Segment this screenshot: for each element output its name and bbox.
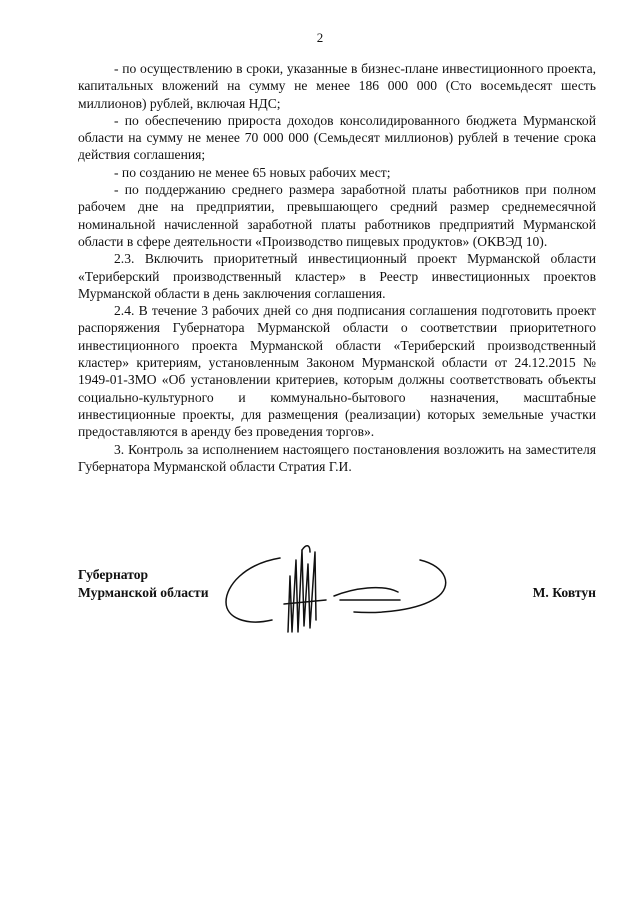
paragraph-salary-obligation: - по поддержанию среднего размера заработной платы работников при полном рабочем дне на предприятии, превышающего средний размер среднемесячной номинальной начисленной заработной платы работников предприятий Мурманской области в сфере деятельности «Производство пищевых продуктов» (ОКВЭД 10). <box>78 182 596 249</box>
signer-name: М. Ковтун <box>532 585 596 600</box>
page-number: 2 <box>316 30 324 45</box>
handwritten-signature <box>222 540 462 638</box>
signature-block <box>0 540 640 640</box>
paragraph-clause-3: 3. Контроль за исполнением настоящего постановления возложить на заместителя Губернатора Мурманской области Стратия Г.И. <box>78 441 596 474</box>
paragraph-investment-obligation: - по осуществлению в сроки, указанные в бизнес-плане инвестиционного проекта, капитальных вложений на сумму не менее 186 000 000 (Сто восемьдесят шесть миллионов) рублей, включая НДС; <box>78 61 596 111</box>
signer-title <box>78 566 209 602</box>
signer-title-line1: Губернатор <box>78 567 149 582</box>
paragraph-budget-revenue-obligation: - по обеспечению прироста доходов консолидированного бюджета Мурманской области на сумму не менее 70 000 000 (Семьдесят миллионов) рублей в течение срока действия соглашения; <box>78 112 596 163</box>
signer-title-line2: Мурманской области <box>78 585 209 600</box>
paragraph-clause-2-4: 2.4. В течение 3 рабочих дней со дня подписания соглашения подготовить проект распоряжения Губернатора Мурманской области о соответствии приоритетного инвестиционного проекта Мурманской области «Териберский производственный кластер» критериям, установленным Законом Мурманской области от 24.12.2015 № 1949-01-ЗМО «Об установлении критериев, которым должны соответствовать объекты социально-культурного и коммунально-бытового назначения, масштабные инвестиционные проекты, для размещения (реализации) которых земельные участки предоставляются в аренду без проведения торгов». <box>78 303 596 440</box>
paragraph-jobs-obligation: - по созданию не менее 65 новых рабочих мест; <box>114 164 391 180</box>
document-body <box>78 60 596 475</box>
paragraph-clause-2-3: 2.3. Включить приоритетный инвестиционный проект Мурманской области «Териберский производственный кластер» в Реестр инвестиционных проектов Мурманской области в день заключения соглашения. <box>78 251 596 301</box>
